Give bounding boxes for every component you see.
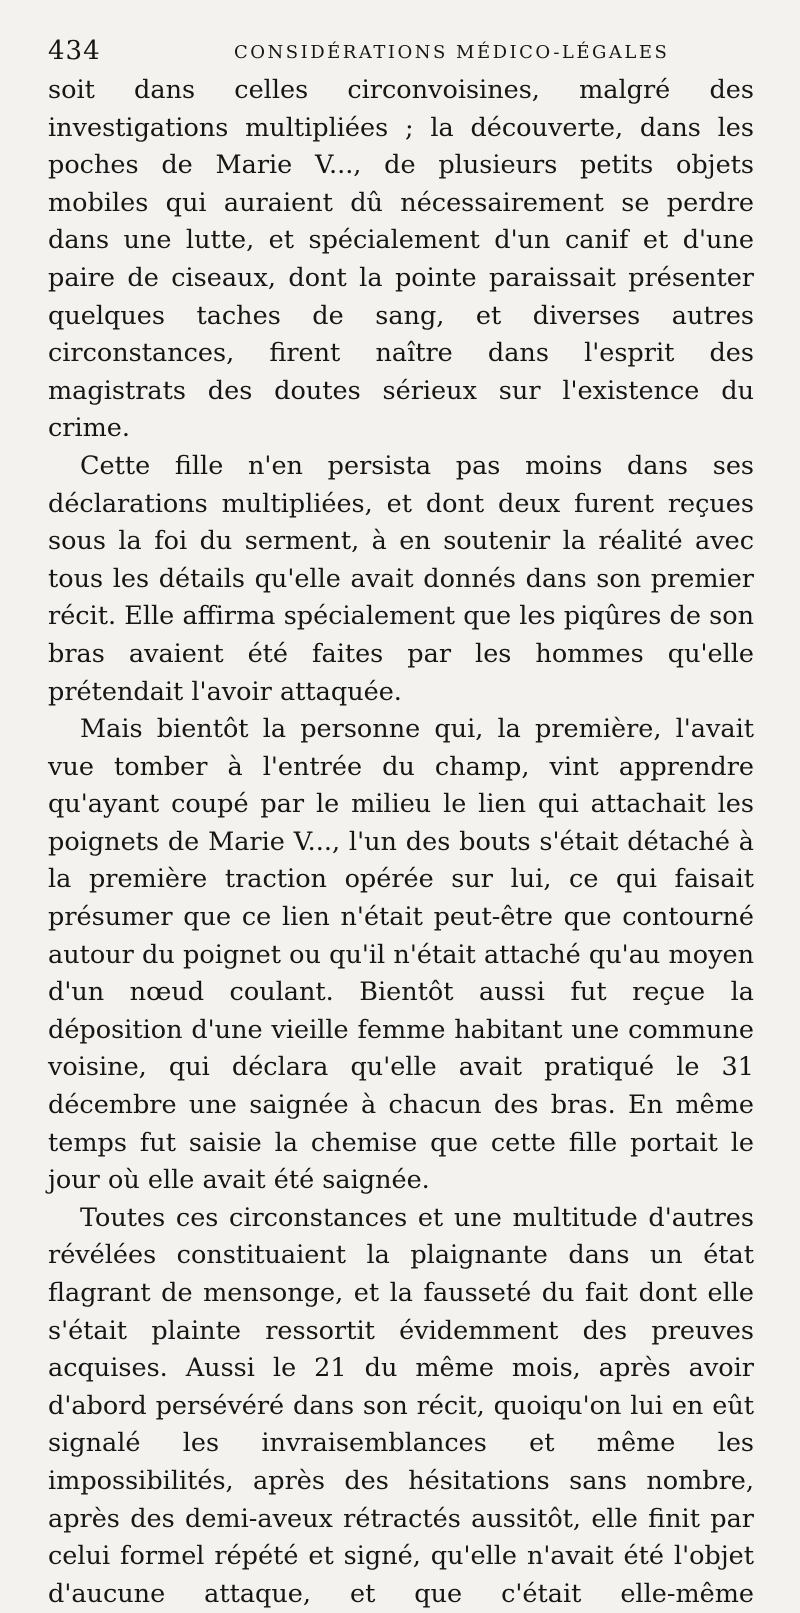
paragraph-continued: soit dans celles circonvoisines, malgré des investigations multipliées ; la découverte, dans les poches de Marie V..., de plusieurs petits objets mobiles qui auraient dû nécessairement se perdre dans une lutte, et spécialement d'un canif et d'une paire de ciseaux, dont la pointe paraissait présenter quelques taches de sang, et diverses autres circonstances, firent naître dans l'esprit des magistrats des doutes sérieux sur l'existence du crime. <box>48 75 754 444</box>
page-number: 434 <box>48 36 101 66</box>
running-title: CONSIDÉRATIONS MÉDICO-LÉGALES <box>234 42 670 63</box>
body-text <box>48 72 754 1613</box>
running-header <box>48 30 754 72</box>
paragraph: Toutes ces circonstances et une multitude d'autres révélées constituaient la plaignante dans un état flagrant de mensonge, et la fausseté du fait dont elle s'était plainte ressortit évidemment des preuves acquises. Aussi le 21 du même mois, après avoir d'abord persévéré dans son récit, quoiqu'on lui en eût signalé les invraisemblances et même les impossibilités, après des hésitations sans nombre, après des demi-aveux rétractés aussitôt, elle finit par celui formel répété et signé, qu'elle n'avait été l'objet d'aucune attaque, et que c'était elle-même <box>48 1202 754 1609</box>
paragraph: Cette fille n'en persista pas moins dans ses déclarations multipliées, et dont deux furent reçues sous la foi du serment, à en soutenir la réalité avec tous les détails qu'elle avait donnés dans son premier récit. Elle affirma spécialement que les piqûres de son bras avaient été faites par les hommes qu'elle prétendait l'avoir attaquée. <box>48 450 754 707</box>
paragraph: Mais bientôt la personne qui, la première, l'avait vue tomber à l'entrée du champ, vint apprendre qu'ayant coupé par le milieu le lien qui attachait les poignets de Marie V..., l'un des bouts s'était détaché à la première traction opérée sur lui, ce qui faisait présumer que ce lien n'était peut-être que contourné autour du poignet ou qu'il n'était attaché qu'au moyen d'un nœud coulant. Bientôt aussi fut reçue la déposition d'une vieille femme habitant une commune voisine, qui déclara qu'elle avait pratiqué le 31 décembre une saignée à chacun des bras. En même temps fut saisie la chemise que cette fille portait le jour où elle avait été saignée. <box>48 714 754 1196</box>
